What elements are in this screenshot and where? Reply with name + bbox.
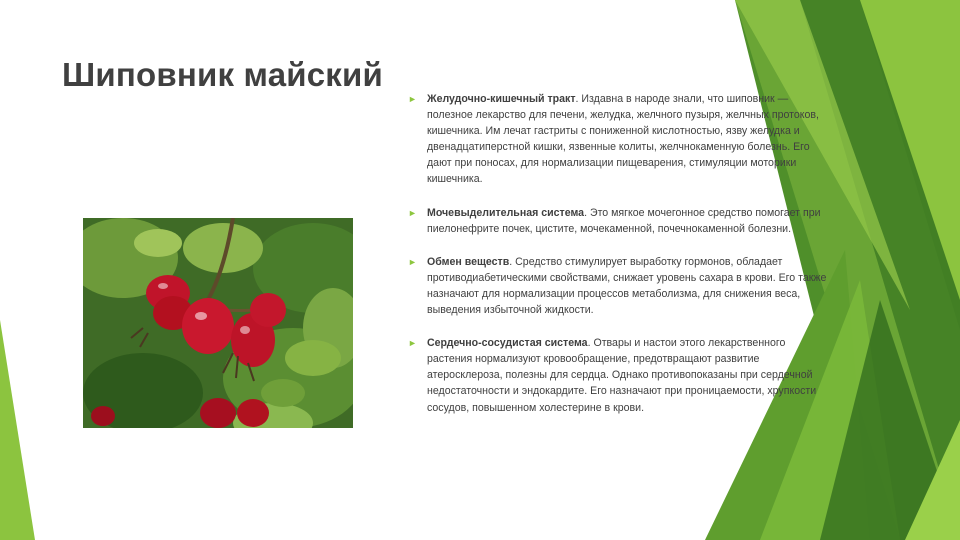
bullet-list [408,91,828,433]
bullet-text: . Отвары и настои этого лекарственного растения нормализуют кровообращение, предотвращают развитие атеросклероза, полезны для сердца. Однако противопоказаны при сердечной недостаточности и эндокардите. Его назначают при проницаемости, хрупкости сосудов, повышенном холестерине в крови. [427,337,817,414]
slide-title: Шиповник майский [62,56,383,93]
bullet-item [408,254,828,318]
bullet-text: . Издавна в народе знали, что шиповник — полезное лекарство для печени, желудка, желчного пузыря, желчных протоков, кишечника. Им лечат гастриты с пониженной кислотностью, язву желудка и двенадцатиперстной кишки, язвенные колиты, желчнокаменную болезнь. Его дают при поносах, для нормализации пищеварения, стимуляции моторики кишечника. [427,93,819,186]
bullet-heading: Сердечно-сосудистая система [427,337,588,350]
bullet-heading: Мочевыделительная система [427,206,585,219]
bullet-item [408,91,828,188]
bullet-arrow-icon: ► [408,338,417,349]
bullet-item [408,205,828,237]
bullet-item [408,335,828,415]
bullet-heading: Обмен веществ [427,255,510,268]
bullet-heading: Желудочно-кишечный тракт [427,93,576,105]
rosehip-photo [83,218,353,428]
bullet-text: . Средство стимулирует выработку гормонов, обладает противодиабетическими свойствами, снижает уровень сахара в крови. Его также назначают для нормализации процессов метаболизма, для снижения веса, выведения избыточной жидкости. [427,255,827,317]
bullet-arrow-icon: ► [408,256,417,267]
bullet-arrow-icon: ► [408,207,417,218]
bullet-arrow-icon: ► [408,94,417,104]
bullet-text: . Это мягкое мочегонное средство помогает при пиелонефрите почек, цистите, мочекаменной, почечнокаменной болезни. [427,206,821,235]
